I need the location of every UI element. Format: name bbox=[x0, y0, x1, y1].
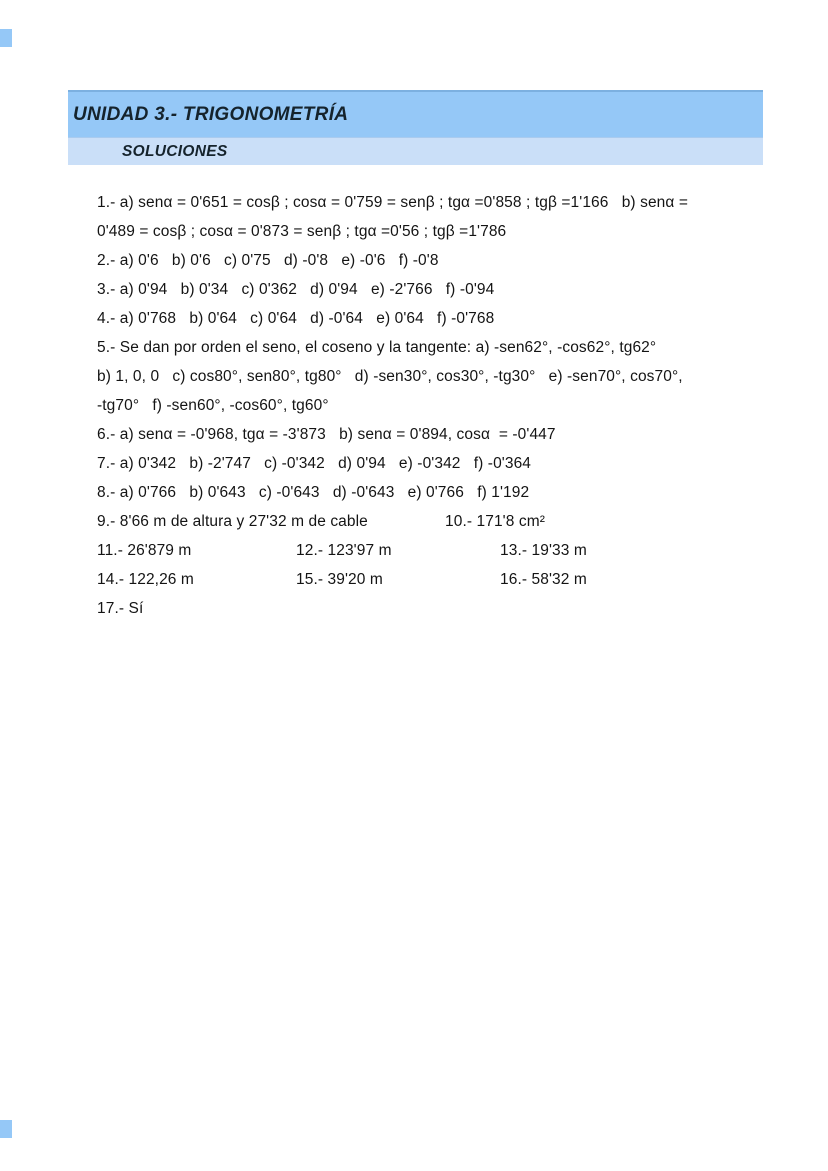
solution-line-5-cont: b) 1, 0, 0 c) cos80°, sen80°, tg80° d) -sen30°, cos30°, -tg30° e) -sen70°, cos70°, bbox=[97, 368, 683, 385]
solutions-subtitle: SOLUCIONES bbox=[122, 142, 228, 160]
solutions-band bbox=[68, 137, 763, 165]
solution-line-14-16 bbox=[97, 565, 749, 594]
solutions-list bbox=[97, 188, 749, 623]
solution-10: 10.- 171'8 cm² bbox=[445, 513, 545, 530]
page-edge-mark-top bbox=[0, 29, 12, 47]
solution-line-17: 17.- Sí bbox=[97, 600, 144, 617]
solution-line-5: 5.- Se dan por orden el seno, el coseno y la tangente: a) -sen62°, -cos62°, tg62° bbox=[97, 339, 657, 356]
solution-11: 11.- 26'879 m bbox=[97, 542, 192, 559]
solution-13: 13.- 19'33 m bbox=[500, 542, 587, 559]
solution-line-9-10 bbox=[97, 507, 749, 536]
solution-15: 15.- 39'20 m bbox=[296, 571, 383, 588]
solution-line-2: 2.- a) 0'6 b) 0'6 c) 0'75 d) -0'8 e) -0'6 f) -0'8 bbox=[97, 252, 439, 269]
solution-9: 9.- 8'66 m de altura y 27'32 m de cable bbox=[97, 513, 368, 530]
solution-line-3: 3.- a) 0'94 b) 0'34 c) 0'362 d) 0'94 e) -2'766 f) -0'94 bbox=[97, 281, 495, 298]
solution-12: 12.- 123'97 m bbox=[296, 542, 392, 559]
solution-14: 14.- 122,26 m bbox=[97, 571, 194, 588]
solution-16: 16.- 58'32 m bbox=[500, 571, 587, 588]
solution-line-5-end: -tg70° f) -sen60°, -cos60°, tg60° bbox=[97, 397, 329, 414]
solution-line-7: 7.- a) 0'342 b) -2'747 c) -0'342 d) 0'94 e) -0'342 f) -0'364 bbox=[97, 455, 532, 472]
solution-line-6: 6.- a) senα = -0'968, tgα = -3'873 b) senα = 0'894, cosα = -0'447 bbox=[97, 426, 556, 443]
solution-line-4: 4.- a) 0'768 b) 0'64 c) 0'64 d) -0'64 e) 0'64 f) -0'768 bbox=[97, 310, 495, 327]
solution-line-8: 8.- a) 0'766 b) 0'643 c) -0'643 d) -0'643 e) 0'766 f) 1'192 bbox=[97, 484, 530, 501]
unit-title: UNIDAD 3.- TRIGONOMETRÍA bbox=[73, 103, 349, 125]
solution-line-1: 1.- a) senα = 0'651 = cosβ ; cosα = 0'759 = senβ ; tgα =0'858 ; tgβ =1'166 b) senα = bbox=[97, 194, 688, 211]
page-edge-mark-bottom bbox=[0, 1120, 12, 1138]
unit-title-band bbox=[68, 90, 763, 137]
solution-line-11-13 bbox=[97, 536, 749, 565]
solution-line-1-cont: 0'489 = cosβ ; cosα = 0'873 = senβ ; tgα =0'56 ; tgβ =1'786 bbox=[97, 223, 507, 240]
